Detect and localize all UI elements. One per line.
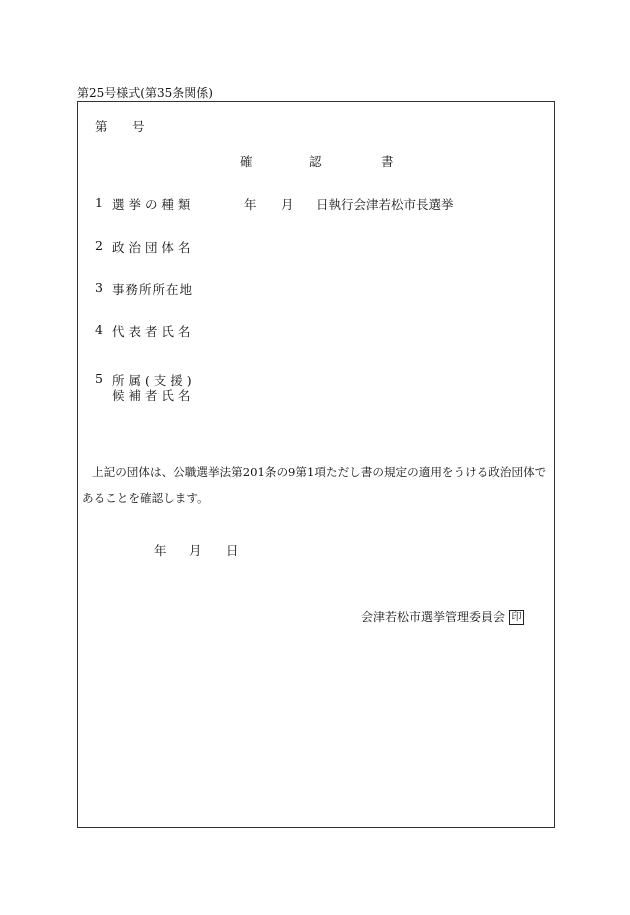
doc-number-dai: 第 [95, 119, 108, 134]
date-day: 日 [226, 543, 239, 558]
item-1-label: 選 挙 の 種 類 [112, 197, 191, 212]
item-5-number: 5 [95, 371, 103, 386]
date-month: 月 [189, 543, 202, 558]
item-5-label: 所 属 ( 支 援 ) [112, 373, 192, 388]
title-char-1: 確 [240, 154, 253, 169]
form-number-label: 第25号様式(第35条関係) [77, 86, 213, 100]
item-4-number: 4 [95, 322, 103, 337]
date-year: 年 [154, 543, 167, 558]
seal-mark: 印 [509, 610, 524, 625]
item-5-label-line2: 候 補 者 氏 名 [112, 388, 191, 403]
issuer-name: 会津若松市選挙管理委員会 [361, 610, 506, 624]
body-line-2: あることを確認します。 [82, 491, 209, 505]
title-char-2: 認 [309, 154, 322, 169]
item-1-election-name: 日執行会津若松市長選挙 [316, 197, 454, 212]
item-1-month: 月 [281, 197, 294, 212]
title-char-3: 書 [381, 154, 394, 169]
item-3-number: 3 [95, 280, 103, 295]
body-line-1: 上記の団体は、公職選挙法第201条の9第1項ただし書の規定の適用をうける政治団体で [92, 465, 547, 479]
item-2-label: 政 治 団 体 名 [112, 240, 191, 255]
item-4-label: 代 表 者 氏 名 [112, 324, 191, 339]
doc-number-go: 号 [132, 119, 145, 134]
item-1-number: 1 [95, 195, 103, 210]
item-1-year: 年 [244, 197, 257, 212]
issuer-block [361, 608, 524, 625]
item-3-label: 事務所所在地 [112, 282, 194, 297]
item-2-number: 2 [95, 238, 103, 253]
